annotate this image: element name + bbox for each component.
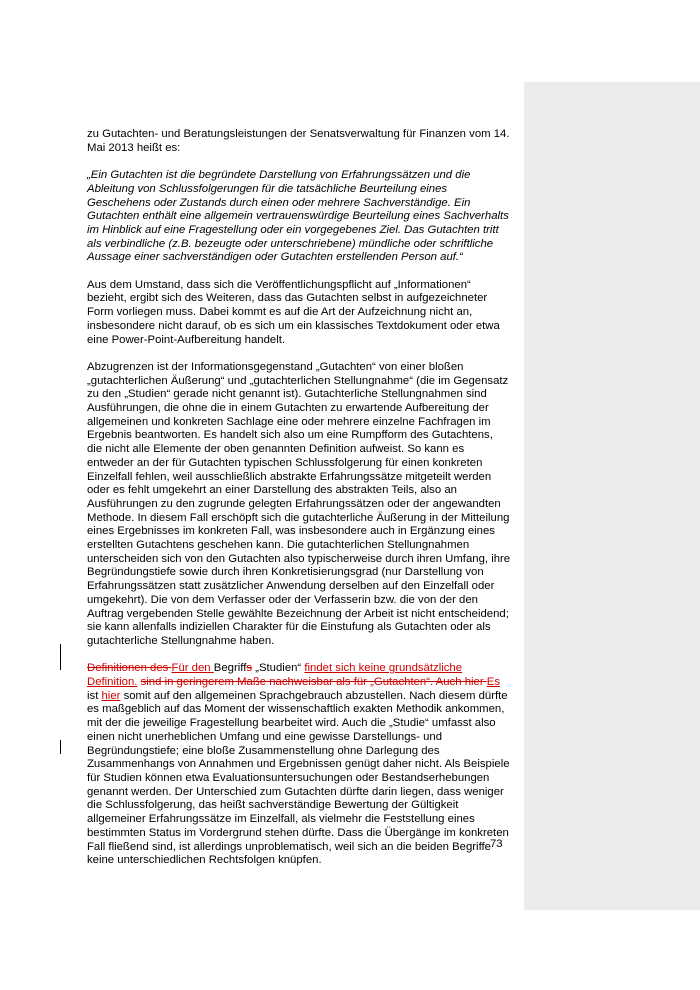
- change-bar: [60, 740, 61, 754]
- tracked-insertion: Es: [486, 676, 501, 689]
- paragraph-1: Aus dem Umstand, dass sich die Veröffentlichungspflicht auf „Informationen“ bezieht, ergibt sich des Weiteren, dass das Gutachten selbst in aufgezeichneter Form vorliegen muss. Dabei kommt es auf die Art der Aufzeichnung nicht an, insbesondere nicht darauf, ob es sich um ein klassisches Textdokument oder etwa eine Power-Point-Aufbereitung handelt.: [87, 278, 500, 346]
- tracked-insertion: findet sich keine grundsätzliche Definition.: [87, 662, 463, 689]
- page-number: 73: [490, 838, 503, 850]
- tracked-deletion: sind in geringerem Maße nachweisbar als für „Gutachten“. Auch hier: [140, 676, 487, 689]
- document-body: [87, 128, 511, 882]
- text-run: somit auf den allgemeinen Sprachgebrauch abzustellen. Nach diesem dürfte es maßgeblich auf das Moment der wissenschaftlich exakten Methodik ankommen, mit der die jeweilige Fragestellung bearbeitet wird. Auch die „Studie“ umfasst also einen nicht unerheblichen Umfang und eine gewisse Darstellungs- und Begründungstiefe; eine bloße Zusammenstellung ohne Darlegung des Zusammenhangs von Annahmen und Ergebnissen genügt daher nicht.: [87, 689, 508, 771]
- paragraph-3: [87, 662, 511, 868]
- text-run: „Studien“: [252, 662, 305, 675]
- text-run: Als Beispiele für Studien können etwa Evaluationsuntersuchungen oder Bestandserhebungen genannt werden. Der Unterschied zum Gutachten dürfte darin liegen, dass weniger die Schlussfolgerung, das heißt sachverständige Bewertung der Gültigkeit allgemeiner Erfahrungssätze im Einzelfall, als vielmehr die Feststellung eines bestimmten Status im Vordergrund stehen dürfte. Dass die Übergänge im konkreten Fall fließend sind, ist allerdings unproblematisch, weil sich an die beiden Begriffe keine unterschiedlichen Rechtsfolgen knüpfen.: [87, 758, 510, 867]
- intro-paragraph: zu Gutachten- und Beratungsleistungen der Senatsverwaltung für Finanzen vom 14. Mai 2013 heißt es:: [87, 128, 510, 154]
- text-run: ist: [87, 689, 102, 702]
- comment-pane: [524, 82, 700, 910]
- tracked-deletion: s: [246, 662, 253, 675]
- definition-quote: „Ein Gutachten ist die begründete Darstellung von Erfahrungssätzen und die Ableitung von Schlussfolgerungen für die tatsächliche Beurteilung eines Geschehens oder Zustands durch einen oder mehrere Sachverständige. Ein Gutachten enthält eine allgemein vertrauenswürdige Beurteilung eines Sachverhalts im Hinblick auf eine Fragestellung oder ein vorgegebenes Ziel. Das Gutachten tritt als verbindliche (z.B. bezeugte oder unterschriebene) mündliche oder schriftliche Aussage einer sachverständigen oder Gutachten erstellenden Person auf.“: [87, 169, 509, 264]
- text-run: Begriff: [213, 662, 247, 675]
- change-bar: [60, 644, 61, 670]
- tracked-insertion: Für den: [171, 662, 214, 675]
- paragraph-2: Abzugrenzen ist der Informationsgegenstand „Gutachten“ von einer bloßen „gutachterlichen Äußerung“ und „gutachterlichen Stellungnahme“ (die im Gegensatz zu den „Studien“ gerade nicht genannt ist). Gutachterliche Stellungnahmen sind Ausführungen, die ohne die in einem Gutachten zu erwartende Aufbereitung der allgemeinen und konkreten Sachlage eine oder mehrere einzelne Fachfragen im Ergebnis beantworten. Es handelt sich also um eine Rumpfform des Gutachtens, die nicht alle Elemente der oben genannten Definition aufweist. So kann es entweder an der für Gutachten typischen Schlussfolgerung für einen konkreten Einzelfall fehlen, weil ausschließlich abstrakte Erfahrungssätze mitgeteilt werden oder es fehlt umgekehrt an einer Darstellung des abstrakten Teils, also an Ausführungen zu den zugrunde gelegten Erfahrungssätzen oder der angewandten Methode. In diesem Fall erschöpft sich die gutachterliche Äußerung in der Mitteilung eines Ergebnisses im konkreten Fall, was insbesondere auch in Ergänzung eines erstellten Gutachtens geschehen kann. Die gutachterlichen Stellungnahmen unterscheiden sich von den Gutachten also typischerweise durch ihren Umfang, ihre Begründungstiefe sowie durch ihren Konkretisierungsgrad (nur Darstellung von Erfahrungssätzen statt zusätzlicher Anwendung derselben auf den Einzelfall oder umgekehrt). Die von dem Verfasser oder der Verfasserin bzw. die von der den Auftrag vergebenden Stelle gewählte Bezeichnung der Arbeit ist nicht entscheidend; sie kann allenfalls indiziellen Charakter für die Einstufung als Gutachten oder als gutachterliche Stellungnahme haben.: [87, 360, 511, 647]
- tracked-insertion: hier: [101, 689, 121, 702]
- tracked-deletion: Definitionen des: [87, 662, 172, 675]
